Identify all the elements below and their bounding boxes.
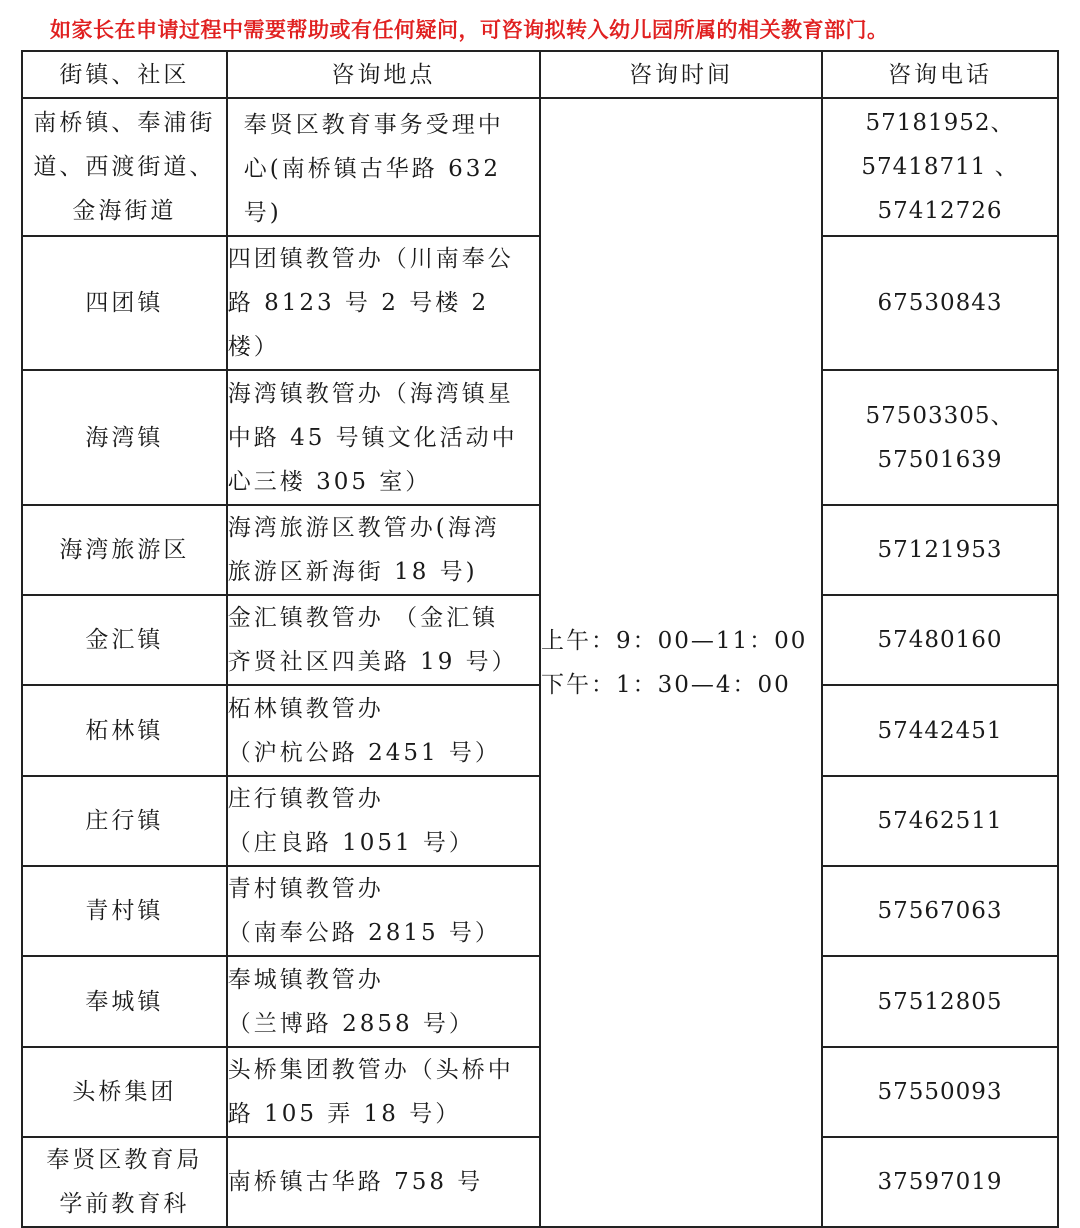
place-line: 心三楼 305 室） [227,468,432,495]
place-line: 齐贤社区四美路 19 号） [227,649,518,675]
area-cell [22,956,227,1047]
place-cell [227,370,540,505]
place-cell [227,595,540,685]
area-line: 奉城镇 [85,988,164,1015]
place-line: 金汇镇教管办 （金汇镇 [227,605,499,631]
area-line: 金海街道 [72,198,177,224]
phone-cell [822,595,1058,685]
header-place: 咨询地点 [227,51,540,98]
phone-cell [822,1047,1058,1137]
place-line: 四团镇教管办（川南奉公 [227,246,514,272]
place-line: 奉城镇教管办 [227,966,384,993]
place-cell [227,866,540,956]
area-line: 金汇镇 [85,627,164,653]
phone-cell [822,370,1058,505]
place-line: （沪杭公路 2451 号） [227,739,501,766]
area-cell [22,866,227,956]
area-cell [22,370,227,505]
phone-number: 57512805 [877,988,1003,1015]
place-line: 奉贤区教育事务受理中 [243,112,504,138]
area-line: 头桥集团 [72,1079,177,1105]
area-cell [22,1047,227,1137]
phone-number: 57550093 [877,1079,1003,1105]
place-cell [227,776,540,866]
place-cell [227,236,540,370]
area-line: 海湾镇 [85,424,164,451]
place-line: 海湾镇教管办（海湾镇星 [227,380,514,407]
phone-cell [822,685,1058,776]
phone-number: 57121953 [877,537,1003,563]
area-line: 四团镇 [85,290,164,316]
place-cell [227,1047,540,1137]
place-line: 南桥镇古华路 758 号 [227,1169,484,1195]
area-cell [22,98,227,236]
phone-number: 57412726 [877,198,1003,224]
phone-number: 67530843 [877,290,1003,316]
place-line: 海湾旅游区教管办(海湾 [227,515,500,541]
morning-hours: 上午：9：00—11：00 [540,627,808,654]
phone-cell [822,866,1058,956]
header-row [22,51,1058,98]
area-cell [22,685,227,776]
area-cell [22,1137,227,1227]
place-cell [227,98,540,236]
phone-cell [822,1137,1058,1227]
place-line: 头桥集团教管办（头桥中 [227,1057,514,1083]
place-line: 青村镇教管办 [227,876,384,902]
phone-number: 57480160 [877,627,1003,653]
area-line: 奉贤区教育局 [46,1147,203,1173]
phone-number: 57418711 、 [861,154,1019,180]
place-line: 中路 45 号镇文化活动中 [227,424,518,451]
header-phone: 咨询电话 [822,51,1058,98]
phone-cell [822,505,1058,595]
phone-number: 57442451 [877,717,1003,744]
phone-number: 57503305、 [865,402,1015,429]
place-line: 路 105 弄 18 号） [227,1101,462,1127]
place-line: （兰博路 2858 号） [227,1010,475,1037]
area-line: 南桥镇、奉浦街 [33,110,216,136]
place-cell [227,685,540,776]
area-cell [22,505,227,595]
phone-number: 57567063 [877,898,1003,924]
phone-cell [822,236,1058,370]
place-cell [227,1137,540,1227]
table-row [22,98,1058,236]
place-cell [227,956,540,1047]
area-cell [22,776,227,866]
area-line: 海湾旅游区 [59,537,190,563]
header-time: 咨询时间 [540,51,822,98]
place-line: 路 8123 号 2 号楼 2 楼） [227,290,490,360]
place-line: 心(南桥镇古华路 632 号) [243,156,501,226]
area-line: 学前教育科 [59,1191,190,1217]
consultation-table [21,50,1059,1228]
place-line: 柘林镇教管办 [227,695,384,722]
area-line: 青村镇 [85,898,164,924]
phone-cell [822,98,1058,236]
phone-number: 37597019 [877,1169,1003,1195]
table-body [22,98,1058,1227]
place-line: 旅游区新海街 18 号) [227,559,478,585]
time-cell [540,98,822,1227]
area-cell [22,595,227,685]
notice-text: 如家长在申请过程中需要帮助或有任何疑问，可咨询拟转入幼儿园所属的相关教育部门。 [50,18,889,42]
phone-cell [822,956,1058,1047]
place-line: 庄行镇教管办 [227,786,384,812]
phone-number: 57462511 [877,808,1003,834]
afternoon-hours: 下午：1：30—4：00 [540,671,791,698]
place-line: （庄良路 1051 号） [227,830,475,856]
area-line: 柘林镇 [85,717,164,744]
area-line: 庄行镇 [85,808,164,834]
phone-number: 57501639 [877,446,1003,473]
place-line: （南奉公路 2815 号） [227,920,501,946]
area-cell [22,236,227,370]
place-cell [227,505,540,595]
phone-number: 57181952、 [865,110,1015,136]
header-area: 街镇、社区 [22,51,227,98]
phone-cell [822,776,1058,866]
area-line: 道、西渡街道、 [33,154,216,180]
